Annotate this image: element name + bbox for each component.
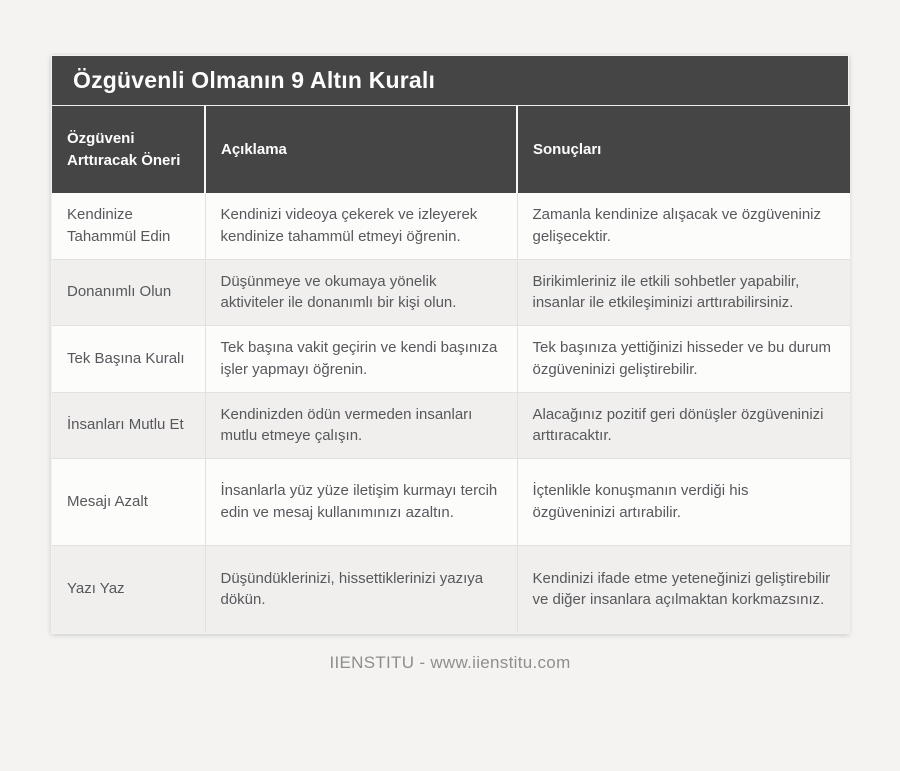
result-cell: İçtenlikle konuşmanın verdiği his özgüveninizi artırabilir. bbox=[517, 459, 850, 546]
table-row bbox=[52, 546, 850, 633]
suggestion-cell: Tek Başına Kuralı bbox=[52, 326, 205, 393]
rules-table-card bbox=[51, 55, 849, 634]
explanation-cell: Kendinizden ödün vermeden insanları mutlu etmeye çalışın. bbox=[205, 392, 517, 459]
result-cell: Kendinizi ifade etme yeteneğinizi geliştirebilir ve diğer insanlara açılmaktan korkmazsınız. bbox=[517, 546, 850, 633]
column-header-explanation: Açıklama bbox=[205, 106, 517, 193]
suggestion-cell: Yazı Yaz bbox=[52, 546, 205, 633]
suggestion-cell: Kendinize Tahammül Edin bbox=[52, 193, 205, 259]
suggestion-cell: Mesajı Azalt bbox=[52, 459, 205, 546]
table-row bbox=[52, 193, 850, 259]
header-row bbox=[52, 106, 850, 193]
table-row bbox=[52, 326, 850, 393]
table-row bbox=[52, 392, 850, 459]
rules-table bbox=[52, 106, 850, 633]
footer-credit: IIENSTITU - www.iienstitu.com bbox=[329, 652, 571, 672]
suggestion-cell: Donanımlı Olun bbox=[52, 259, 205, 326]
column-header-suggestion: Özgüveni Arttıracak Öneri bbox=[52, 106, 205, 193]
explanation-cell: Düşünmeye ve okumaya yönelik aktiviteler ile donanımlı bir kişi olun. bbox=[205, 259, 517, 326]
page-title: Özgüvenli Olmanın 9 Altın Kuralı bbox=[52, 56, 848, 106]
result-cell: Tek başınıza yettiğinizi hisseder ve bu durum özgüveninizi geliştirebilir. bbox=[517, 326, 850, 393]
explanation-cell: Tek başına vakit geçirin ve kendi başınıza işler yapmayı öğrenin. bbox=[205, 326, 517, 393]
result-cell: Birikimleriniz ile etkili sohbetler yapabilir, insanlar ile etkileşiminizi arttırabilirsiniz. bbox=[517, 259, 850, 326]
table-row bbox=[52, 259, 850, 326]
result-cell: Zamanla kendinize alışacak ve özgüveniniz gelişecektir. bbox=[517, 193, 850, 259]
column-header-results: Sonuçları bbox=[517, 106, 850, 193]
explanation-cell: Kendinizi videoya çekerek ve izleyerek kendinize tahammül etmeyi öğrenin. bbox=[205, 193, 517, 259]
suggestion-cell: İnsanları Mutlu Et bbox=[52, 392, 205, 459]
explanation-cell: İnsanlarla yüz yüze iletişim kurmayı tercih edin ve mesaj kullanımınızı azaltın. bbox=[205, 459, 517, 546]
table-row bbox=[52, 459, 850, 546]
result-cell: Alacağınız pozitif geri dönüşler özgüveninizi arttıracaktır. bbox=[517, 392, 850, 459]
explanation-cell: Düşündüklerinizi, hissettiklerinizi yazıya dökün. bbox=[205, 546, 517, 633]
